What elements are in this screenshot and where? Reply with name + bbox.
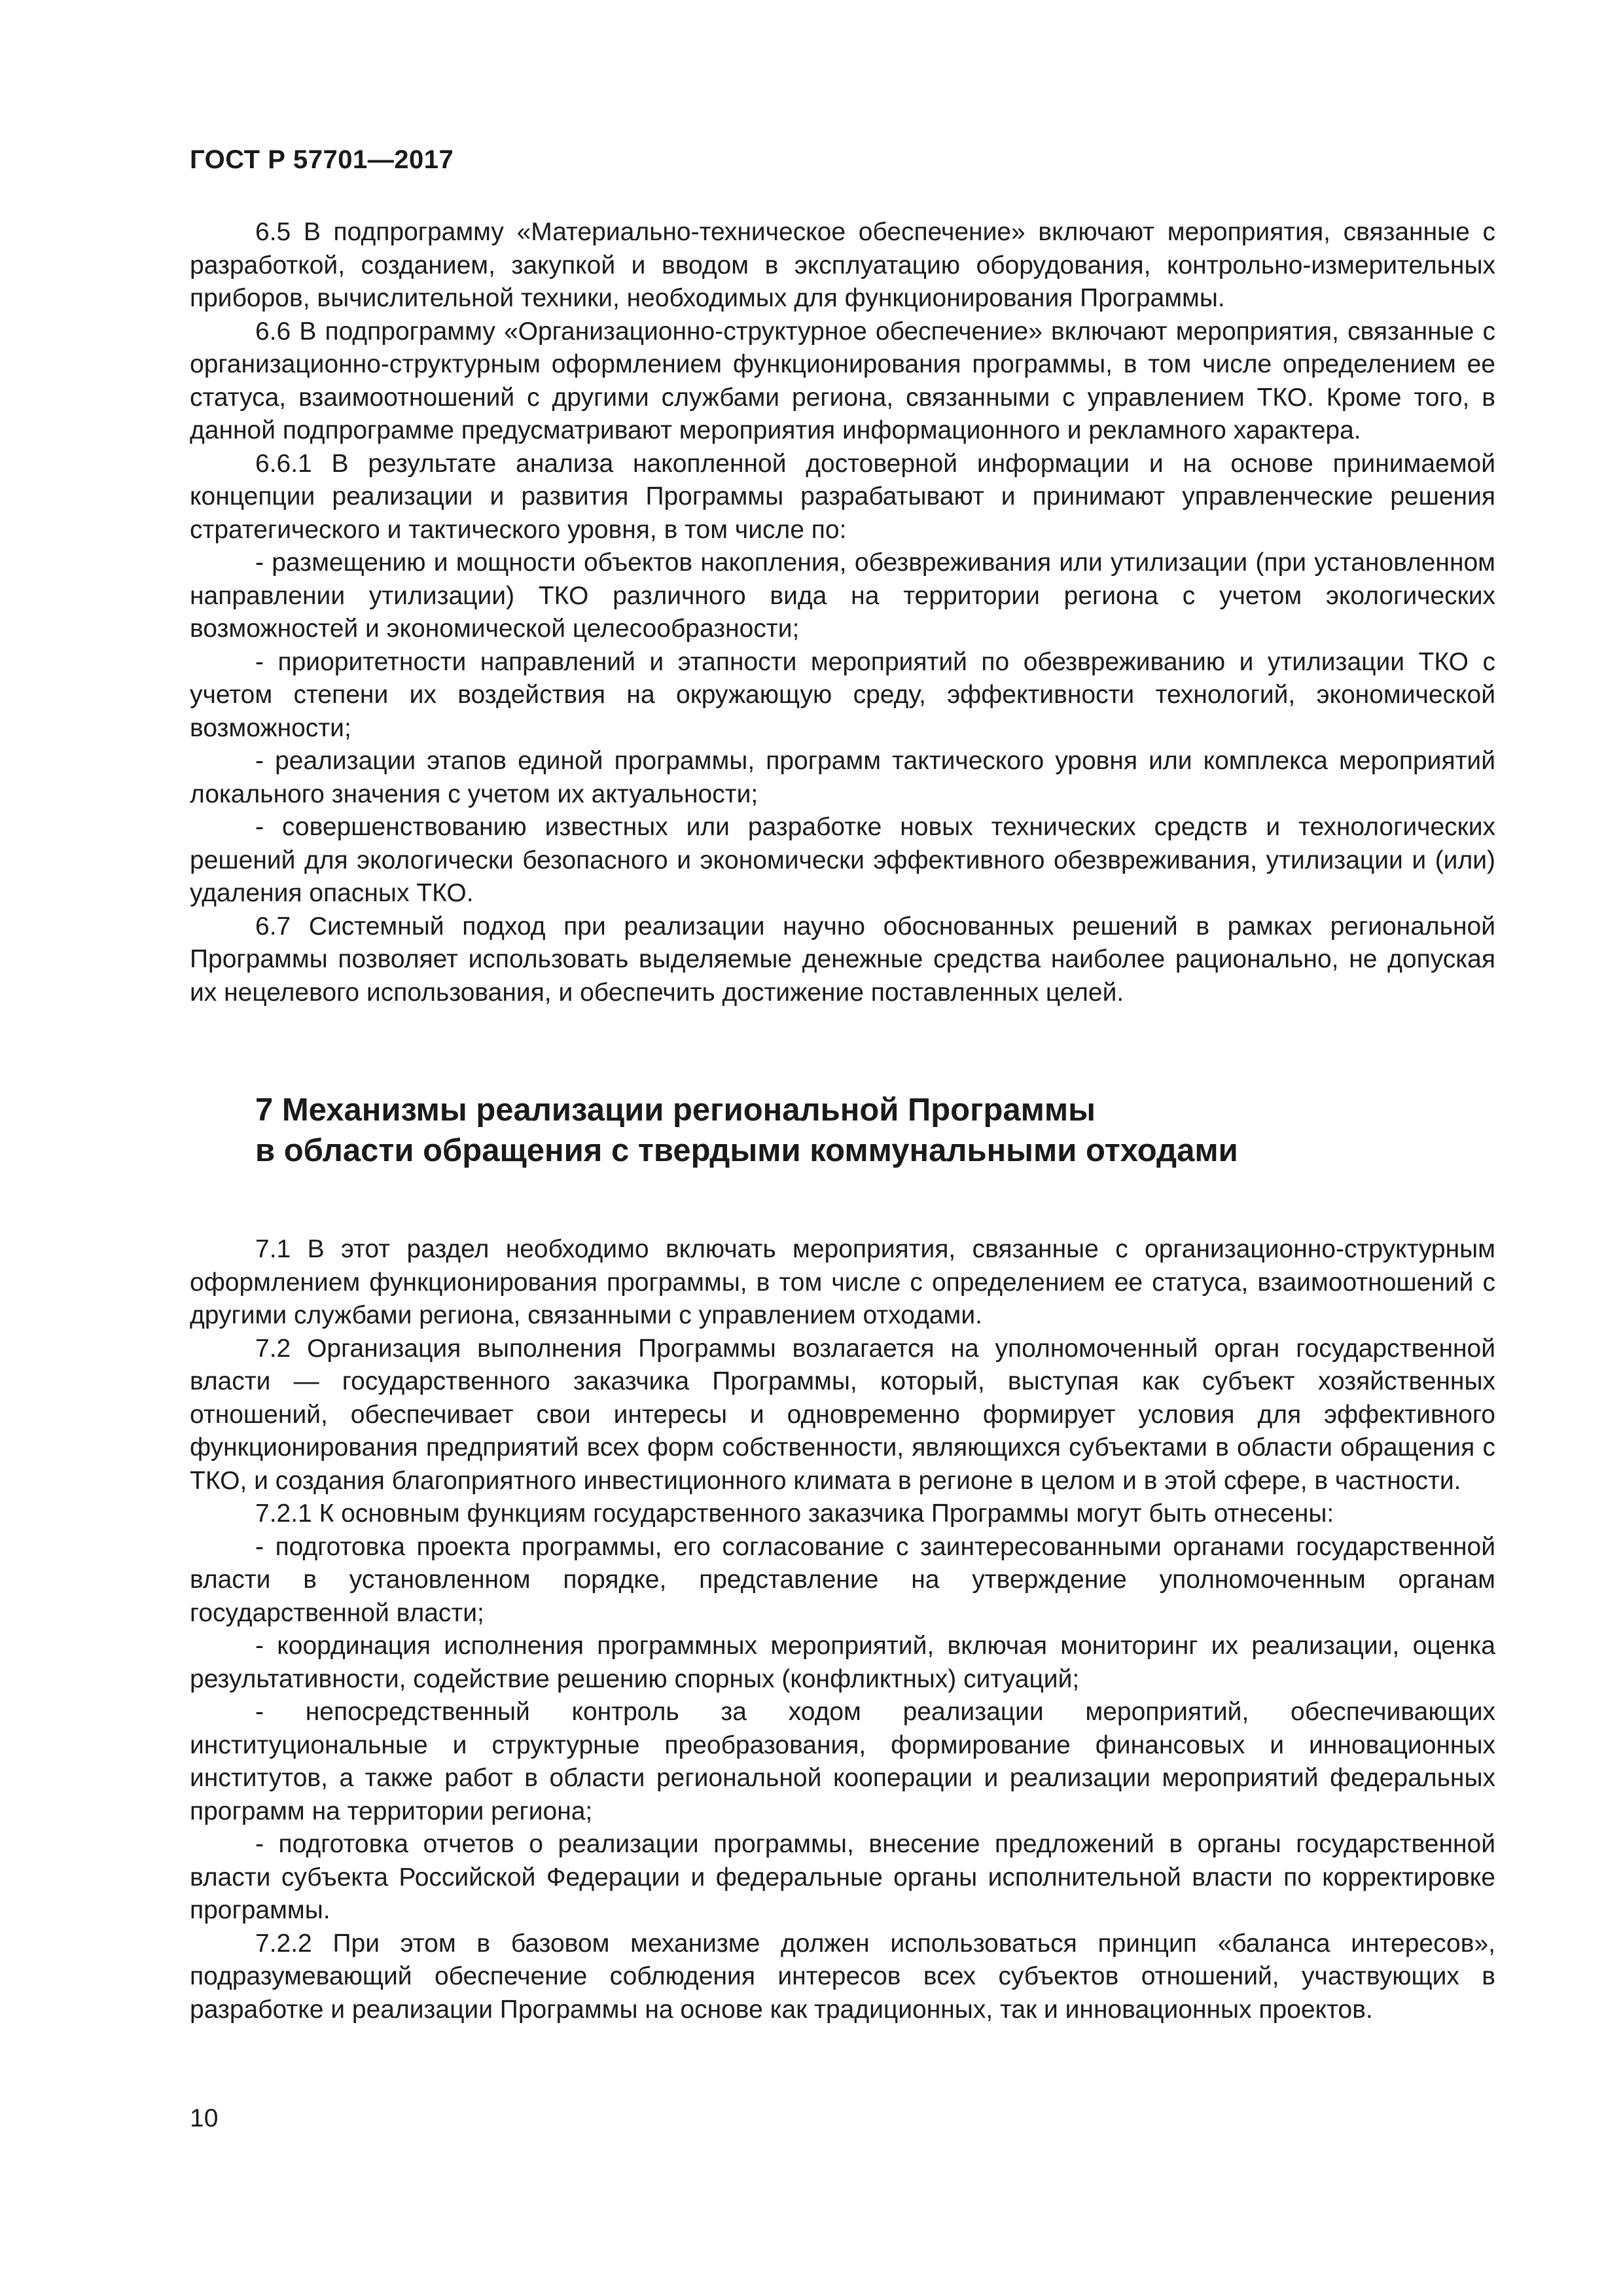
paragraph-7-1: 7.1 В этот раздел необходимо включать мероприятия, связанные с организационно-структурным оформлением функционирования программы, в том числе с определением ее статуса, взаимоотношений с другими службами региона, связанными с управлением отходами. [190, 1235, 1495, 1329]
list-item: - подготовка отчетов о реализации программы, внесение предложений в органы государственной власти субъекта Российской Федерации и федеральные органы исполнительной власти по корректировке программы. [190, 1830, 1495, 1924]
paragraph-7-2-2: 7.2.2 При этом в базовом механизме должен использоваться принцип «баланса интересов», подразумевающий обеспечение соблюдения интересов всех субъектов отношений, участвующих в разработке и реализации Программы на основе как традиционных, так и инновационных проектов. [190, 1929, 1495, 2024]
paragraph-7-2-1: 7.2.1 К основным функциям государственного заказчика Программы могут быть отнесены: [255, 1499, 1334, 1528]
list-item: - подготовка проекта программы, его согласование с заинтересованными органами государственной власти в установленном порядке, представление на утверждение уполномоченным органам государственной власти; [190, 1532, 1495, 1627]
section-7-title-line-2: в области обращения с твердыми коммунальными отходами [255, 1133, 1238, 1168]
list-item: - приоритетности направлений и этапности мероприятий по обезвреживанию и утилизации ТКО с учетом степени их воздействия на окружающую среду, эффективности технологий, экономической возможности; [190, 647, 1495, 742]
page-number: 10 [190, 2104, 219, 2132]
paragraph-6-7: 6.7 Системный подход при реализации научно обоснованных решений в рамках региональной Программы позволяет использовать выделяемые денежные средства наиболее рационально, не допуская их нецелевого использования, и обеспечить достижение поставленных целей. [190, 912, 1495, 1007]
list-item: - непосредственный контроль за ходом реализации мероприятий, обеспечивающих институциональные и структурные преобразования, формирование финансовых и инновационных институтов, а также работ в области региональной кооперации и реализации мероприятий федеральных программ на территории региона; [190, 1698, 1495, 1825]
paragraph-6-5: 6.5 В подпрограмму «Материально-техническое обеспечение» включают мероприятия, связанные с разработкой, созданием, закупкой и вводом в эксплуатацию оборудования, контрольно-измерительных приборов, вычислительной техники, необходимых для функционирования Программы. [190, 218, 1495, 312]
list-item: - размещению и мощности объектов накопления, обезвреживания или утилизации (при установленном направлении утилизации) ТКО различного вида на территории региона с учетом экологических возможностей и экономической целесообразности; [190, 548, 1495, 643]
page-content [190, 216, 1495, 2026]
list-item: - совершенствованию известных или разработке новых технических средств и технологических решений для экологически безопасного и экономически эффективного обезвреживания, утилизации и (или) удаления опасных ТКО. [190, 813, 1495, 907]
paragraph-6-6-1: 6.6.1 В результате анализа накопленной достоверной информации и на основе принимаемой концепции реализации и развития Программы разрабатывают и принимают управленческие решения стратегического и тактического уровня, в том числе по: [190, 449, 1495, 544]
list-item: - координация исполнения программных мероприятий, включая мониторинг их реализации, оценка результативности, содействие решению спорных (конфликтных) ситуаций; [190, 1632, 1495, 1693]
section-7-title-line-1: 7 Механизмы реализации региональной Программы [255, 1092, 1096, 1128]
list-item: - реализации этапов единой программы, программ тактического уровня или комплекса мероприятий локального значения с учетом их актуальности; [190, 747, 1495, 808]
section-7-title [255, 1090, 1495, 1171]
paragraph-7-2: 7.2 Организация выполнения Программы возлагается на уполномоченный орган государственной власти — государственного заказчика Программы, который, выступая как субъект хозяйственных отношений, обеспечивает свои интересы и одновременно формирует условия для эффективного функционирования предприятий всех форм собственности, являющихся субъектами в области обращения с ТКО, и создания благоприятного инвестиционного климата в регионе в целом и в этой сфере, в частности. [190, 1334, 1495, 1495]
standard-header: ГОСТ Р 57701—2017 [190, 145, 454, 174]
paragraph-6-6: 6.6 В подпрограмму «Организационно-структурное обеспечение» включают мероприятия, связанные с организационно-структурным оформлением функционирования программы, в том числе определением ее статуса, взаимоотношений с другими службами региона, связанными с управлением ТКО. Кроме того, в данной подпрограмме предусматривают мероприятия информационного и рекламного характера. [190, 317, 1495, 444]
